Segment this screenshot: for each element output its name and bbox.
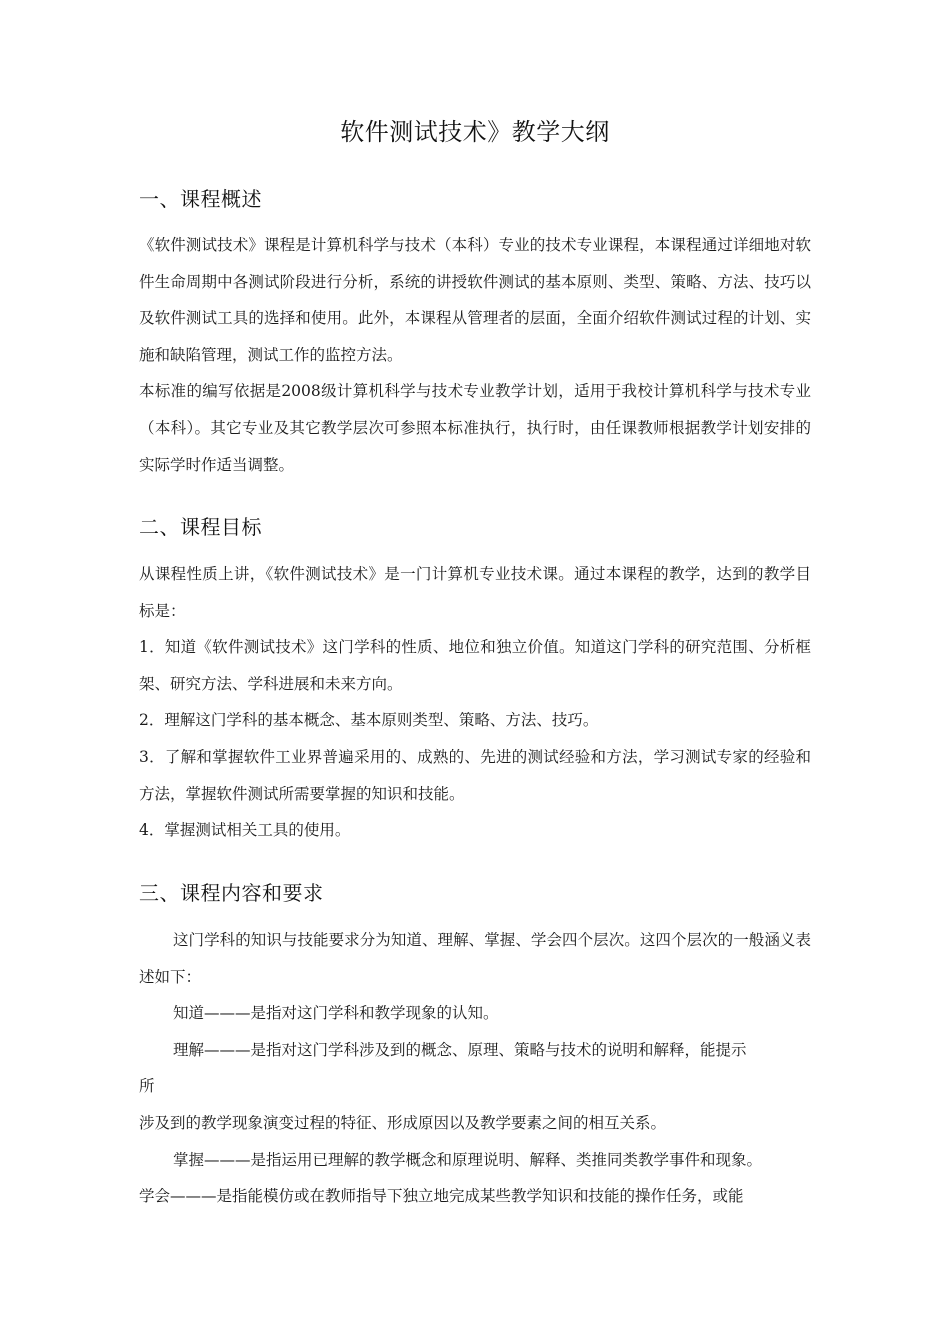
section-heading: 二、课程目标: [139, 515, 262, 539]
list-item: 4．掌握测试相关工具的使用。: [139, 821, 351, 840]
section-course-content-body: [139, 922, 811, 1215]
section-heading: 三、课程内容和要求: [139, 881, 324, 905]
definition-learn: 学会———是指能模仿或在教师指导下独立地完成某些教学知识和技能的操作任务，或能: [139, 1187, 744, 1206]
definition-understand-cont: 涉及到的教学现象演变过程的特征、形成原因以及教学要素之间的相互关系。: [139, 1113, 667, 1132]
definition-know: 知道———是指对这门学科和教学现象的认知。: [173, 1004, 499, 1023]
paragraph: 从课程性质上讲，《软件测试技术》是一门计算机专业技术课。通过本课程的教学，达到的教学目标是：: [139, 565, 811, 620]
section-course-content: [139, 878, 811, 908]
paragraph: 《软件测试技术》课程是计算机科学与技术（本科）专业的技术专业课程，本课程通过详细地对软件生命周期中各测试阶段进行分析，系统的讲授软件测试的基本原则、类型、策略、方法、技巧以及软件测试工具的选择和使用。此外，本课程从管理者的层面，全面介绍软件测试过程的计划、实施和缺陷管理，测试工作的监控方法。: [139, 236, 811, 364]
list-item: 2．理解这门学科的基本概念、基本原则类型、策略、方法、技巧。: [139, 711, 599, 730]
section-course-objectives: [139, 512, 811, 542]
list-item: 1．知道《软件测试技术》这门学科的性质、地位和独立价值。知道这门学科的研究范围、分析框架、研究方法、学科进展和未来方向。: [139, 638, 811, 693]
definition-understand-cont: 所: [139, 1077, 155, 1096]
section-course-overview-body: [139, 227, 811, 483]
section-course-overview: [139, 184, 811, 214]
document-title: 软件测试技术》教学大纲: [340, 118, 610, 146]
section-heading: 一、课程概述: [139, 187, 262, 211]
definition-master: 掌握———是指运用已理解的教学概念和原理说明、解释、类推同类教学事件和现象。: [173, 1150, 763, 1169]
definition-understand: 理解———是指对这门学科涉及到的概念、原理、策略与技术的说明和解释，能提示: [173, 1040, 747, 1059]
section-course-objectives-body: [139, 556, 811, 849]
paragraph: 这门学科的知识与技能要求分为知道、理解、掌握、学会四个层次。这四个层次的一般涵义表述如下：: [139, 931, 811, 986]
list-item: 3．了解和掌握软件工业界普遍采用的、成熟的、先进的测试经验和方法，学习测试专家的经验和方法，掌握软件测试所需要掌握的知识和技能。: [139, 747, 811, 803]
paragraph: 本标准的编写依据是2008级计算机科学与技术专业教学计划，适用于我校计算机科学与技术专业（本科）。其它专业及其它教学层次可参照本标准执行，执行时，由任课教师根据教学计划安排的实际学时作适当调整。: [139, 382, 811, 474]
